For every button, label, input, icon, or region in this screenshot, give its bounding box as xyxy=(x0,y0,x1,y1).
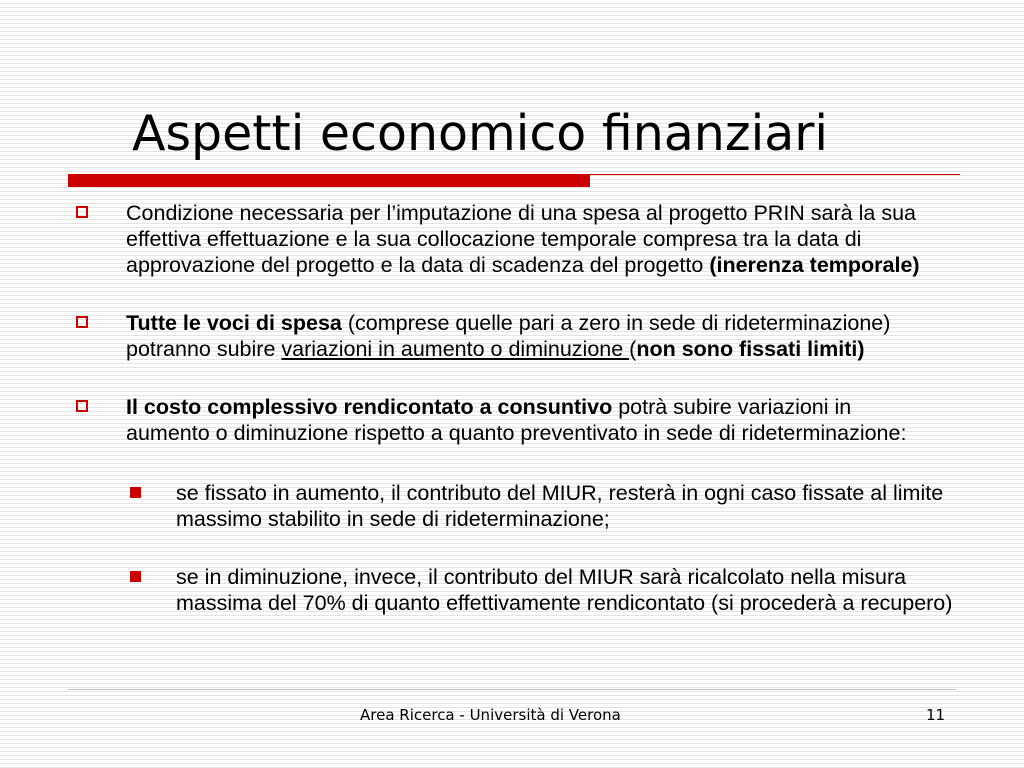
hollow-square-bullet-icon xyxy=(76,400,88,412)
bullet-item-1 xyxy=(126,200,926,278)
page-number: 11 xyxy=(926,706,946,724)
solid-square-bullet-icon xyxy=(130,571,141,582)
bullet-2-bold-tail: non sono fissati limiti) xyxy=(636,337,865,361)
bullet-item-2 xyxy=(126,310,926,362)
bullet-2-bold-head: Tutte le voci di spesa xyxy=(126,311,342,335)
bullet-1-text: Condizione necessaria per l’imputazione di una spesa al progetto PRIN sarà la sua effettiva effettuazione e la sua collocazione temporale compresa tra la data di approvazione del progetto e la data di scadenza del progetto xyxy=(126,201,916,277)
hollow-square-bullet-icon xyxy=(76,206,88,218)
footer-text: Area Ricerca - Università di Verona xyxy=(360,706,621,724)
bullet-item-3 xyxy=(126,394,926,446)
footer-divider xyxy=(68,689,956,690)
sub-bullet-item-2: se in diminuzione, invece, il contributo del MIUR sarà ricalcolato nella misura massima del 70% di quanto effettivamente rendicontato (si procederà a recupero) xyxy=(176,565,953,615)
title-underline-line xyxy=(590,174,960,175)
bullet-1-bold: (inerenza temporale) xyxy=(709,253,920,277)
bullet-2-text: (comprese quelle pari a zero in sede di rideterminazione) potranno subire xyxy=(126,311,891,361)
hollow-square-bullet-icon xyxy=(76,316,88,328)
bullet-2-paren: ( xyxy=(629,337,637,361)
sub-bullet-item-1: se fissato in aumento, il contributo del MIUR, resterà in ogni caso fissate al limite massimo stabilito in sede di rideterminazione; xyxy=(176,481,944,531)
title-underline-bar xyxy=(68,174,590,187)
slide-title: Aspetti economico finanziari xyxy=(132,105,828,162)
solid-square-bullet-icon xyxy=(130,487,141,498)
bullet-2-underlined: variazioni in aumento o diminuzione xyxy=(281,337,630,361)
bullet-3-text: potrà subire variazioni in aumento o diminuzione rispetto a quanto preventivato in sede di rideterminazione: xyxy=(126,395,907,445)
bullet-3-bold-head: Il costo complessivo rendicontato a consuntivo xyxy=(126,395,613,419)
